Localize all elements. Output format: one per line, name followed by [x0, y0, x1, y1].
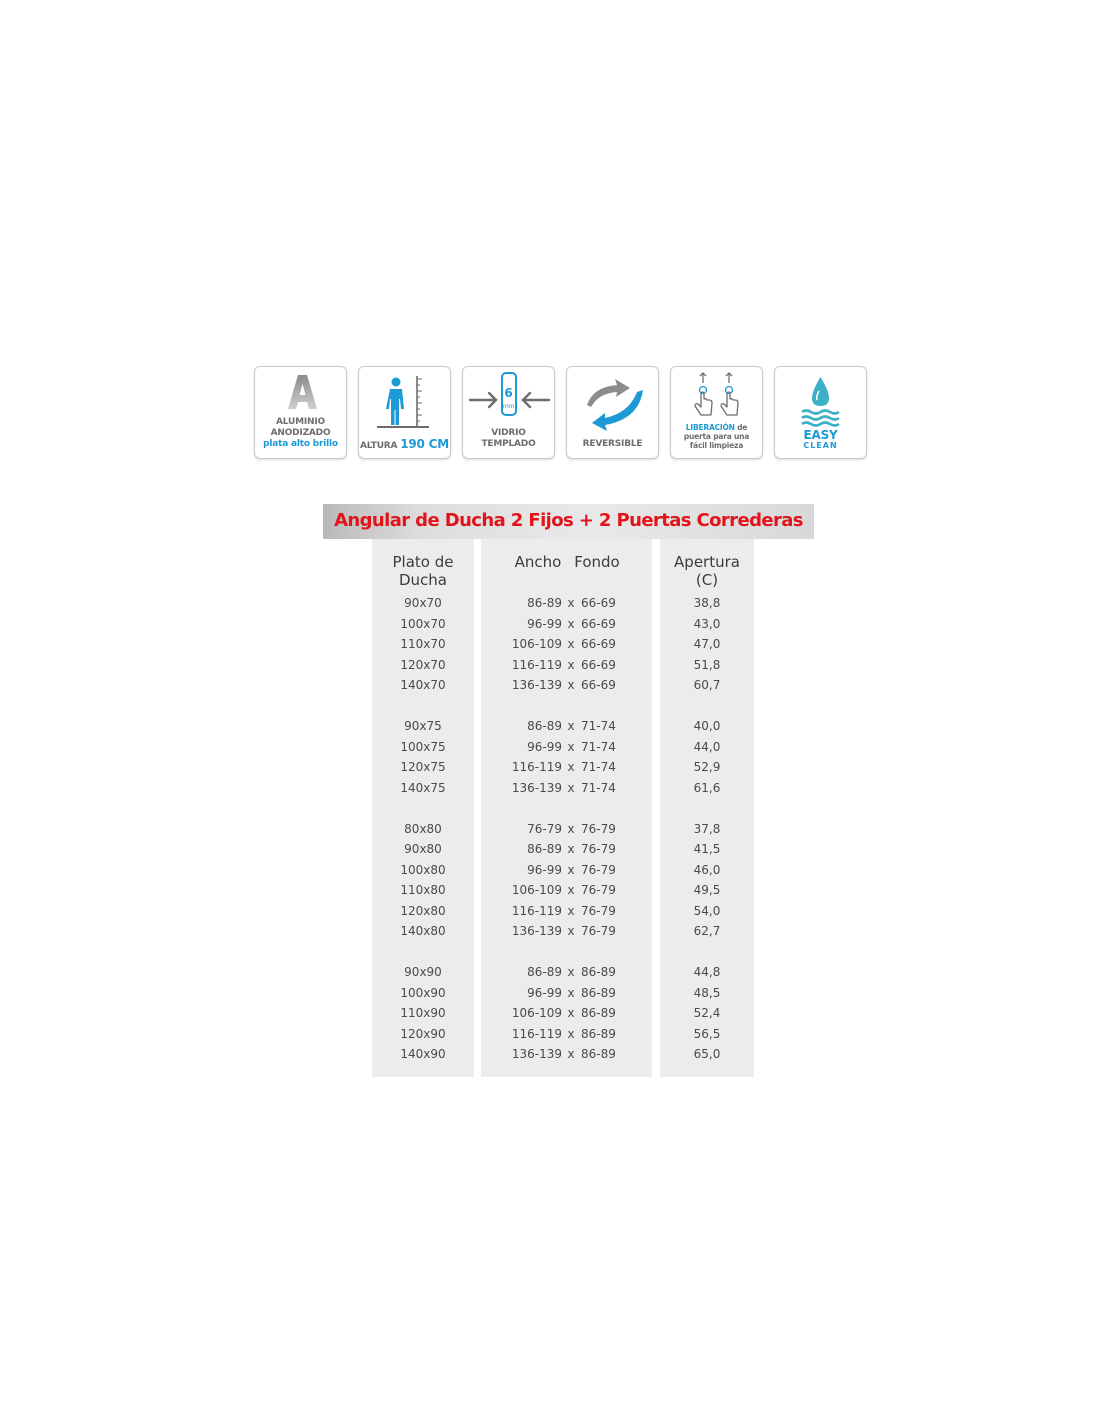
cell-separator: x	[567, 760, 575, 774]
cell-apertura: 47,0	[693, 637, 721, 651]
cell-separator: x	[567, 657, 575, 672]
cell-fondo: 76-79	[581, 924, 616, 938]
cell-plato: 120x90	[400, 1026, 446, 1041]
altura-label: ALTURA	[359, 441, 398, 451]
cell-separator: x	[567, 842, 575, 856]
liberacion-heading	[671, 423, 762, 432]
cell-plato: 110x70	[400, 637, 446, 651]
table-title-bar	[323, 504, 814, 539]
cell-plato: 140x70	[400, 678, 446, 692]
liberacion-line-1: puerta para una	[683, 432, 750, 441]
cell-apertura: 49,5	[693, 883, 721, 897]
cell-ancho: 116-119	[511, 657, 562, 672]
cell-fondo: 76-79	[581, 821, 616, 836]
cell-separator: x	[567, 1006, 575, 1020]
cell-separator: x	[567, 719, 575, 733]
cell-fondo: 66-69	[581, 616, 616, 631]
cell-apertura: 48,5	[693, 985, 721, 1000]
cell-plato: 140x80	[400, 924, 446, 938]
cell-plato: 120x70	[400, 657, 446, 672]
cell-fondo: 86-89	[581, 965, 616, 979]
feature-tile-aluminio	[254, 366, 347, 459]
cell-separator: x	[567, 596, 575, 610]
cell-separator: x	[567, 985, 575, 1000]
cell-apertura: 38,8	[693, 596, 721, 610]
feature-icons-row	[254, 366, 868, 460]
cell-ancho: 96-99	[527, 985, 562, 1000]
cell-ancho: 76-79	[527, 821, 562, 836]
cell-plato: 120x75	[400, 760, 446, 774]
cell-ancho: 96-99	[527, 862, 562, 877]
cell-separator: x	[567, 1026, 575, 1041]
cell-separator: x	[567, 924, 575, 938]
altura-caption	[359, 439, 450, 452]
header-ancho: Ancho	[514, 553, 562, 571]
header-apertura-line-2: (C)	[695, 571, 719, 589]
feature-tile-reversible	[566, 366, 659, 459]
cell-separator: x	[567, 903, 575, 918]
cell-apertura: 41,5	[693, 842, 721, 856]
cell-apertura: 44,0	[693, 739, 721, 754]
aluminio-line-1: ALUMINIO	[276, 417, 325, 427]
vidrio-line-1: VIDRIO	[491, 428, 526, 438]
cell-separator: x	[567, 965, 575, 979]
cell-fondo: 76-79	[581, 862, 616, 877]
cell-separator: x	[567, 739, 575, 754]
cell-plato: 120x80	[400, 903, 446, 918]
header-plato-line-1: Plato de	[392, 553, 454, 571]
cell-fondo: 66-69	[581, 637, 616, 651]
aluminio-line-2: ANODIZADO	[270, 428, 331, 438]
cell-ancho: 86-89	[527, 719, 562, 733]
aluminio-accent: plata alto brillo	[263, 439, 338, 449]
cell-apertura: 40,0	[693, 719, 721, 733]
cell-ancho: 136-139	[511, 1047, 562, 1061]
cell-plato: 80x80	[404, 821, 442, 836]
cell-plato: 90x70	[404, 596, 442, 610]
cell-apertura: 51,8	[693, 657, 721, 672]
feature-tile-easy-clean	[774, 366, 867, 459]
cell-fondo: 71-74	[581, 780, 616, 795]
cell-ancho: 116-119	[511, 760, 562, 774]
vidrio-thickness: 6	[504, 386, 513, 400]
cell-fondo: 71-74	[581, 739, 616, 754]
altura-value: 190 CM	[400, 437, 450, 451]
cell-apertura: 61,6	[693, 780, 721, 795]
cell-fondo: 86-89	[581, 1006, 616, 1020]
cell-separator: x	[567, 821, 575, 836]
cell-apertura: 46,0	[693, 862, 721, 877]
cell-separator: x	[567, 780, 575, 795]
cell-ancho: 136-139	[511, 678, 562, 692]
cell-ancho: 86-89	[527, 596, 562, 610]
cell-plato: 100x80	[400, 862, 446, 877]
cell-ancho: 136-139	[511, 780, 562, 795]
easy-clean-line-2: CLEAN	[803, 441, 838, 450]
cell-ancho: 96-99	[527, 739, 562, 754]
cell-fondo: 76-79	[581, 903, 616, 918]
cell-fondo: 66-69	[581, 657, 616, 672]
cell-ancho: 106-109	[511, 637, 562, 651]
cell-separator: x	[567, 637, 575, 651]
vidrio-line-2: TEMPLADO	[481, 439, 536, 449]
cell-plato: 100x75	[400, 739, 446, 754]
cell-fondo: 76-79	[581, 883, 616, 897]
cell-apertura: 52,4	[693, 1006, 721, 1020]
cell-ancho: 86-89	[527, 842, 562, 856]
cell-plato: 90x80	[404, 842, 442, 856]
header-apertura-line-1: Apertura	[674, 553, 740, 571]
cell-plato: 110x80	[400, 883, 446, 897]
cell-fondo: 86-89	[581, 1047, 616, 1061]
cell-ancho: 116-119	[511, 903, 562, 918]
cell-ancho: 116-119	[511, 1026, 562, 1041]
vidrio-unit: mm	[502, 403, 515, 410]
cell-separator: x	[567, 883, 575, 897]
liberacion-line-2: fácil limpieza	[689, 441, 744, 450]
cell-fondo: 86-89	[581, 985, 616, 1000]
liberacion-suffix: de	[737, 423, 748, 432]
easy-clean-line-1: EASY	[803, 428, 838, 442]
cell-ancho: 106-109	[511, 1006, 562, 1020]
cell-fondo: 71-74	[581, 760, 616, 774]
cell-ancho: 106-109	[511, 883, 562, 897]
cell-plato: 90x90	[404, 965, 442, 979]
cell-apertura: 54,0	[693, 903, 721, 918]
cell-separator: x	[567, 678, 575, 692]
cell-apertura: 52,9	[693, 760, 721, 774]
cell-ancho: 136-139	[511, 924, 562, 938]
liberacion-accent: LIBERACIÓN	[685, 423, 735, 432]
cell-separator: x	[567, 616, 575, 631]
cell-ancho: 86-89	[527, 965, 562, 979]
header-plato-line-2: Ducha	[398, 571, 447, 589]
cell-separator: x	[567, 862, 575, 877]
cell-plato: 140x90	[400, 1047, 446, 1061]
cell-apertura: 65,0	[693, 1047, 721, 1061]
cell-apertura: 60,7	[693, 678, 721, 692]
cell-fondo: 86-89	[581, 1026, 616, 1041]
feature-tile-liberacion	[670, 366, 763, 459]
cell-plato: 140x75	[400, 780, 446, 795]
cell-apertura: 44,8	[693, 965, 721, 979]
feature-tile-vidrio	[462, 366, 555, 459]
feature-tile-altura	[358, 366, 451, 459]
cell-fondo: 66-69	[581, 596, 616, 610]
cell-plato: 100x90	[400, 985, 446, 1000]
cell-apertura: 56,5	[693, 1026, 721, 1041]
cell-ancho: 96-99	[527, 616, 562, 631]
cell-plato: 100x70	[400, 616, 446, 631]
cell-separator: x	[567, 1047, 575, 1061]
header-fondo: Fondo	[574, 553, 620, 571]
reversible-label: REVERSIBLE	[582, 439, 643, 449]
cell-fondo: 76-79	[581, 842, 616, 856]
cell-fondo: 71-74	[581, 719, 616, 733]
cell-fondo: 66-69	[581, 678, 616, 692]
cell-plato: 90x75	[404, 719, 442, 733]
cell-apertura: 37,8	[693, 821, 721, 836]
cell-apertura: 62,7	[693, 924, 721, 938]
table-title: Angular de Ducha 2 Fijos + 2 Puertas Correderas	[334, 510, 803, 531]
cell-apertura: 43,0	[693, 616, 721, 631]
cell-plato: 110x90	[400, 1006, 446, 1020]
